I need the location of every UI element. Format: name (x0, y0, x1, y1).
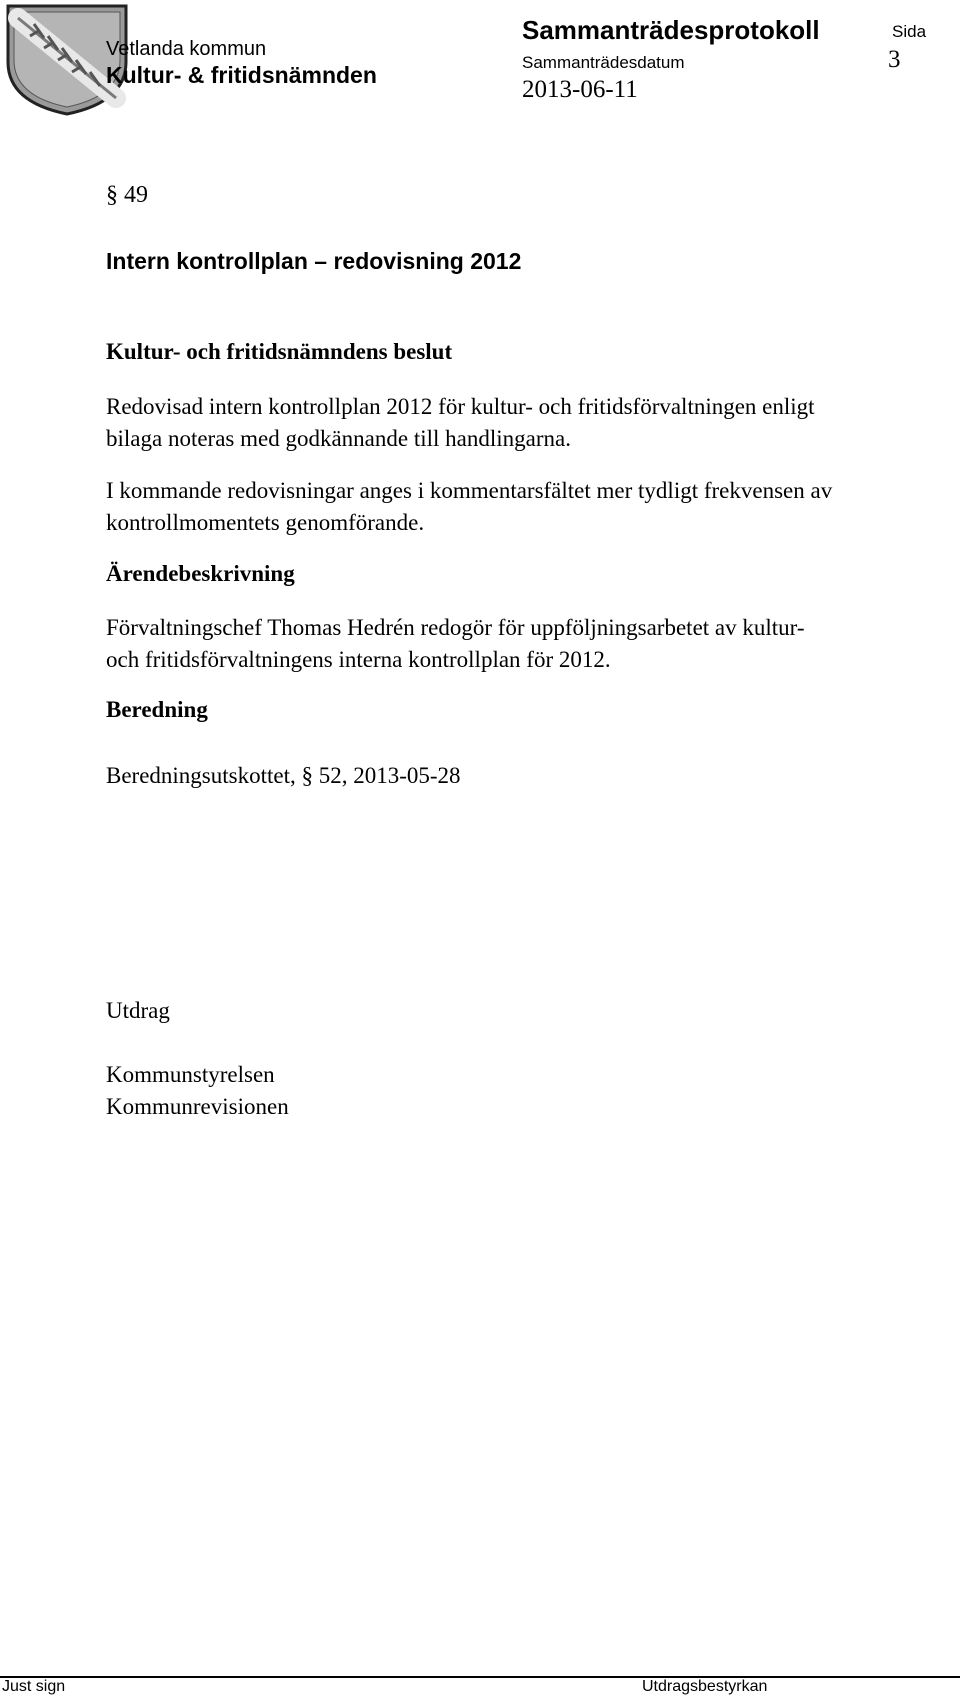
footer-just-sign: Just sign (2, 1678, 66, 1695)
date-value: 2013-06-11 (522, 76, 638, 103)
extract-recipient: Kommunrevisionen (106, 1094, 289, 1119)
committee-name: Kultur- & fritidsnämnden (106, 62, 377, 88)
description-heading: Ärendebeskrivning (106, 561, 295, 586)
date-label: Sammanträdesdatum (522, 53, 685, 72)
decision-paragraph-1-line-2: bilaga noteras med godkännande till handlingarna. (106, 426, 571, 451)
section-number: § 49 (106, 182, 148, 208)
extract-recipient: Kommunstyrelsen (106, 1062, 275, 1087)
preparation-text: Beredningsutskottet, § 52, 2013-05-28 (106, 763, 461, 788)
footer-utdragsbestyrkan: Utdragsbestyrkan (642, 1678, 768, 1695)
decision-paragraph-2-line-2: kontrollmomentets genomförande. (106, 510, 425, 535)
preparation-heading: Beredning (106, 697, 208, 722)
page-title: Intern kontrollplan – redovisning 2012 (106, 248, 522, 274)
municipality-name: Vetlanda kommun (106, 38, 267, 60)
decision-paragraph-2-line-1: I kommande redovisningar anges i kommentarsfältet mer tydligt frekvensen av (106, 478, 833, 503)
description-line-1: Förvaltningschef Thomas Hedrén redogör för uppföljningsarbetet av kultur- (106, 615, 805, 640)
page-number: 3 (888, 46, 901, 73)
decision-paragraph-1-line-1: Redovisad intern kontrollplan 2012 för kultur- och fritidsförvaltningen enligt (106, 394, 815, 419)
footer-divider (0, 1676, 960, 1678)
page-label: Sida (892, 22, 927, 41)
decision-heading: Kultur- och fritidsnämndens beslut (106, 339, 453, 364)
description-line-2: och fritidsförvaltningens interna kontrollplan för 2012. (106, 647, 611, 672)
protocol-title: Sammanträdesprotokoll (522, 15, 820, 45)
extract-heading: Utdrag (106, 998, 170, 1023)
